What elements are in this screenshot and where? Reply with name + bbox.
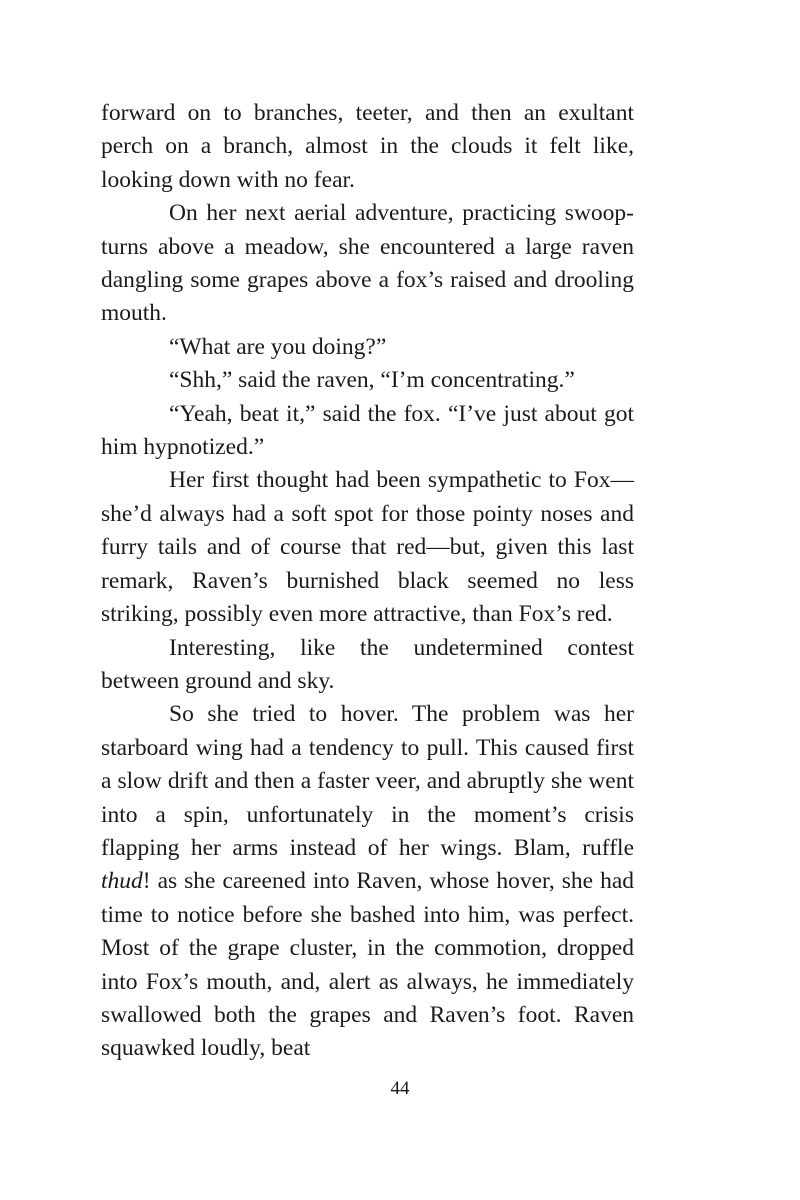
paragraph: forward on to branches, teeter, and then an exultant perch on a branch, almost in the clouds it felt like, looking down with no fear. (101, 100, 634, 193)
paragraph-text: ! as she careened into Raven, whose hover, she had time to notice before she bashed into him, was perfect. Most of the grape cluster, in the commotion, dropped into Fox’s mouth, and, alert as always, he immediately swallowed both the grapes and Raven’s foot. Raven squawked loudly, beat (101, 868, 634, 1062)
paragraph-text: So she tried to hover. The problem was her starboard wing had a tendency to pull. This caused first a slow drift and then a faster veer, and abruptly she went into a spin, unfortunately in the moment’s crisis flapping her arms instead of her wings. Blam, ruffle (101, 701, 634, 861)
body-text (101, 97, 634, 1066)
paragraph: On her next aerial adventure, practicing swoop-turns above a meadow, she encountered a large raven dangling some grapes above a fox’s raised and drooling mouth. (101, 200, 634, 327)
paragraph: “Shh,” said the raven, “I’m concentrating.” (169, 367, 575, 394)
paragraph: “What are you doing?” (169, 333, 387, 360)
paragraph (101, 698, 634, 1065)
page-number: 44 (390, 1078, 410, 1099)
italic-text: thud (101, 868, 143, 895)
paragraph: Her first thought had been sympathetic to Fox—she’d always had a soft spot for those pointy noses and furry tails and of course that red—but, given this last remark, Raven’s burnished black seemed no less striking, possibly even more attractive, than Fox’s red. (101, 467, 634, 628)
paragraph: “Yeah, beat it,” said the fox. “I’ve just about got him hypnotized.” (101, 400, 634, 461)
paragraph: Interesting, like the undetermined contest between ground and sky. (101, 634, 634, 694)
